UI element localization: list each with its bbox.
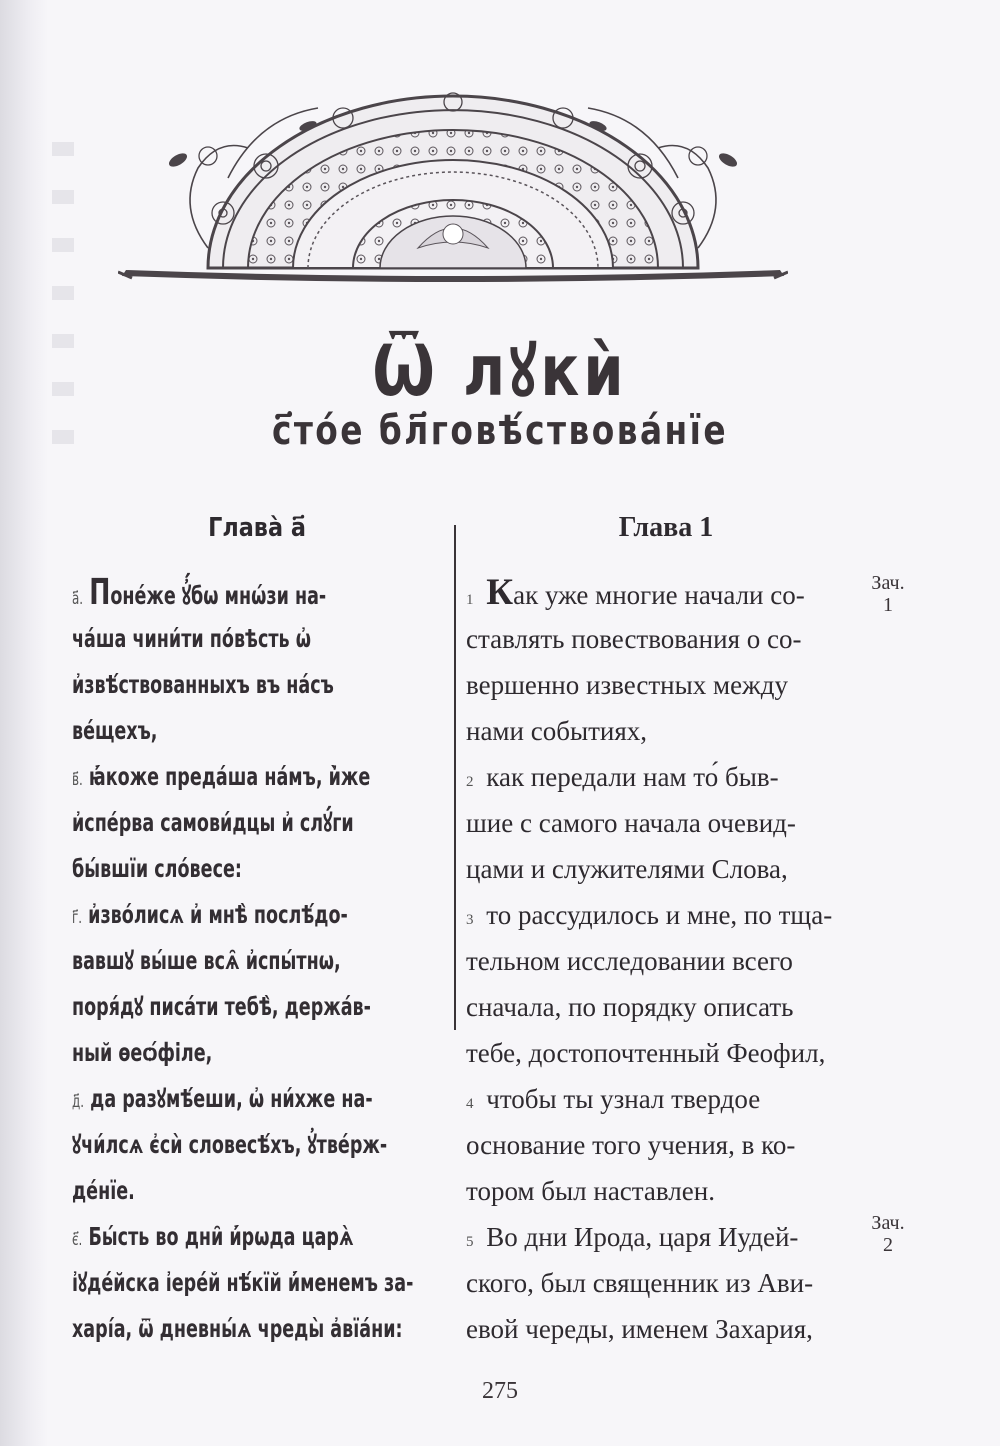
slavonic-text-line [72,1122,439,1168]
russian-text-line [466,1168,866,1214]
line-text: тельном исследовании всего [466,946,793,976]
verse-number: 1 [466,592,474,608]
line-text: ꙗ҆́коже преда́ша на́мъ, и҆̀же [88,762,371,791]
line-text: Бы́сть во дни̑ и҆́рѡда царѧ̀ [88,1222,354,1251]
line-text: бы́вшїи сло́весе: [72,854,242,883]
russian-column [466,508,866,1352]
line-text: вершенно известных между [466,670,788,700]
margin-note-zach-2 [858,1212,918,1256]
verse-number: 4 [466,1096,474,1112]
russian-text-line [466,1030,866,1076]
line-text: и҆зво́лисѧ и҆ мнѣ̀ послѣ́до- [88,900,348,929]
line-text: сначала, по порядку описать [466,992,794,1022]
slavonic-text-line [72,984,439,1030]
verse-number: д҃. [72,1092,85,1112]
slavonic-text-line [72,570,439,616]
verse-number: є҃. [72,1230,83,1250]
line-text: ꙋчи́лсѧ є҆сѝ словесѣ́хъ, ꙋ҆твéрж- [72,1130,388,1159]
margin-note-label: Зач. [871,1212,905,1234]
line-text: то рассудилось и мне, по тща- [486,900,833,930]
russian-text-line [466,570,866,616]
russian-text-line [466,616,866,662]
slavonic-text-line [72,1306,439,1352]
russian-text-line [466,984,866,1030]
verse-number: 2 [466,774,474,790]
slavonic-text-line [72,892,439,938]
line-text: оне́же ꙋ҆́бѡ мнѡ́зи на- [110,581,327,610]
margin-note-label: Зач. [871,572,905,594]
slavonic-text-line [72,846,439,892]
line-text: основание того учения, в ко- [466,1130,796,1160]
slavonic-text-line [72,662,439,708]
chapter-heading-slavonic: Глава̀ а҃ [208,513,306,543]
line-text: евой череды, именем Захария, [466,1314,813,1344]
line-text: тебе, достопочтенный Феофил, [466,1038,826,1068]
margin-note-zach-1 [858,572,918,616]
russian-text-line [466,1122,866,1168]
initial-letter: К [486,572,514,613]
line-text: де́нїе. [72,1176,135,1205]
russian-text-line [466,800,866,846]
slavonic-text-line [72,616,439,662]
book-subtitle: с҃то́е бл҃говѣ́ствова́нїе [271,408,729,454]
russian-text-line [466,1214,866,1260]
line-text: шие с самого начала очевид- [466,808,796,838]
line-text: Во дни Ирода, царя Иудей- [486,1222,799,1252]
russian-text-line [466,892,866,938]
russian-text-line [466,846,866,892]
initial-letter: П [89,572,111,613]
russian-text-line [466,1306,866,1352]
margin-note-number: 1 [883,594,893,616]
page-number: 275 [482,1378,518,1404]
line-text: харі́а, ѿ дневны́ѧ чреды̀ а҆вїа́ни: [72,1314,403,1343]
ornamental-headpiece [118,88,788,288]
slavonic-text-line [72,708,439,754]
line-text: поря́дꙋ писа́ти тебѣ̀, держа́в- [72,992,371,1021]
line-text: ского, был священник из Ави- [466,1268,814,1298]
russian-text-line [466,662,866,708]
line-text: ный ѳеѻ́філе, [72,1038,213,1067]
chapter-heading-russian: Глава 1 [618,512,714,543]
line-text: чтобы ты узнал твердое [486,1084,761,1114]
russian-text-line [466,708,866,754]
line-text: ча́ша чини́ти по́вѣсть ѡ҆ [72,624,311,653]
line-text: цами и служителями Слова, [466,854,788,884]
russian-text-line [466,754,866,800]
slavonic-text-line [72,938,439,984]
russian-text-line [466,1076,866,1122]
margin-note-number: 2 [883,1234,893,1256]
column-divider [454,525,456,1030]
slavonic-text-line [72,1168,439,1214]
line-text: и҆звѣ́ствованныхъ въ на́съ [72,670,334,699]
line-text: и҆спе́рва самови́дцы и҆ слꙋ́ги [72,808,354,837]
verse-number: в҃. [72,770,83,790]
line-text: да разꙋмѣ́еши, ѡ҆ ни́хже на- [90,1084,373,1113]
russian-text-line [466,938,866,984]
line-text: ак уже многие начали со- [513,580,805,610]
verse-number: г҃. [72,908,83,928]
line-text: нами событиях, [466,716,647,746]
verse-number: 3 [466,912,474,928]
verse-number: а҃. [72,589,84,609]
book-title: Ѿ лꙋкѝ [372,330,628,412]
line-text: і҆ꙋде́йска і҆ере́й нѣ́кїй и҆́менемъ за- [72,1268,414,1297]
line-text: вавшꙋ вы́ше всѧ̑ и҆спы́тнѡ, [72,946,341,975]
slavonic-text-line [72,1076,439,1122]
slavonic-text-line [72,800,439,846]
page-binding-shadow [0,0,48,1446]
slavonic-text-line [72,1260,439,1306]
line-text: как передали нам то́ быв- [486,762,779,792]
line-text: ставлять повествования о со- [466,624,802,654]
slavonic-text-line [72,1030,439,1076]
slavonic-text-line [72,754,439,800]
verse-number: 5 [466,1234,474,1250]
slavonic-text-line [72,1214,439,1260]
church-slavonic-column [72,508,442,1352]
russian-text-line [466,1260,866,1306]
line-text: тором был наставлен. [466,1176,715,1206]
line-text: ве́щехъ, [72,716,158,745]
